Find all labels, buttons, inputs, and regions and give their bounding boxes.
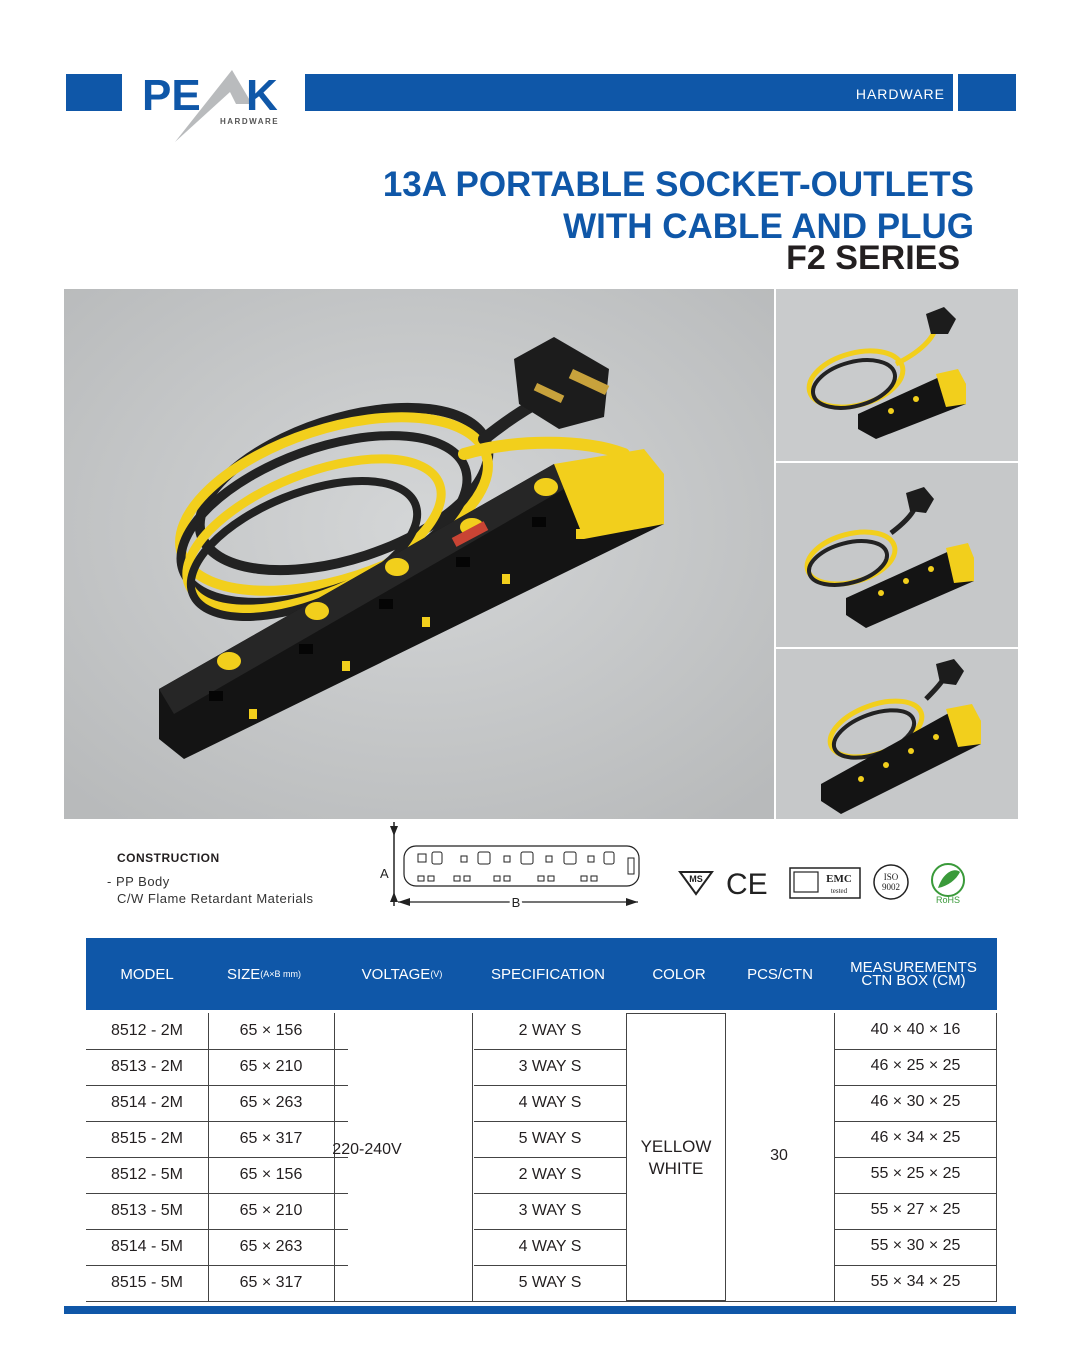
col-spec-header: SPECIFICATION	[491, 965, 605, 983]
table-rule	[834, 1157, 997, 1158]
table-rule	[834, 1013, 835, 1301]
svg-text:tested: tested	[830, 887, 848, 895]
construction-line-1: - PP Body	[107, 874, 170, 889]
iso-mark-icon	[874, 865, 908, 899]
table-rule	[472, 1013, 473, 1301]
title-line-1: 13A PORTABLE SOCKET-OUTLETS	[382, 165, 974, 204]
table-rule	[834, 1121, 997, 1122]
header-bar-left	[66, 74, 122, 111]
size-cell: 65 × 263	[239, 1238, 303, 1255]
meas-cell: 55 × 30 × 25	[870, 1237, 961, 1254]
series-label: F2 SERIES	[786, 239, 960, 277]
size-cell: 65 × 317	[239, 1274, 303, 1291]
table-rule	[474, 1049, 626, 1050]
table-rule	[474, 1193, 626, 1194]
construction-heading: CONSTRUCTION	[117, 851, 220, 865]
certification-logos	[676, 860, 976, 908]
meas-cell: 40 × 40 × 16	[870, 1021, 961, 1038]
size-cell: 65 × 210	[239, 1202, 303, 1219]
svg-text:EMC: EMC	[826, 873, 852, 885]
table-rule	[208, 1013, 209, 1301]
spec-cell: 5 WAY S	[518, 1274, 582, 1291]
brand-sub: HARDWARE	[220, 117, 280, 126]
model-cell: 8512 - 5M	[110, 1166, 184, 1183]
color-value-1: YELLOW	[640, 1137, 712, 1156]
spec-cell: 4 WAY S	[518, 1238, 582, 1255]
size-cell: 65 × 156	[239, 1022, 303, 1039]
model-cell: 8513 - 5M	[110, 1202, 184, 1219]
svg-text:9002: 9002	[882, 882, 900, 892]
voltage-cell	[262, 1013, 472, 1301]
col-meas-header: MEASUREMENTS CTN BOX (CM)	[850, 959, 977, 989]
size-cell: 65 × 317	[239, 1130, 303, 1147]
category-label: HARDWARE	[855, 86, 945, 102]
title-line-2: WITH CABLE AND PLUG	[563, 207, 974, 246]
svg-text:RoHS: RoHS	[935, 895, 961, 905]
ms-mark-icon	[680, 872, 712, 894]
pcs-cell	[726, 1013, 832, 1301]
header-bar-end	[958, 74, 1016, 111]
spec-cell: 3 WAY S	[518, 1202, 582, 1219]
table-rule	[834, 1265, 997, 1266]
product-photo-side-3	[776, 649, 1018, 819]
table-rule	[834, 1193, 997, 1194]
meas-cell: 55 × 34 × 25	[870, 1273, 961, 1290]
product-photo-main	[64, 289, 774, 819]
svg-text:MS: MS	[689, 874, 703, 884]
col-size-header: SIZE (A×B mm)	[226, 965, 302, 983]
dim-b-label: B	[511, 895, 521, 910]
brand-name-part: K	[246, 71, 278, 120]
voltage-value: 220-240V	[332, 1141, 402, 1158]
model-cell: 8515 - 2M	[110, 1130, 184, 1147]
dimension-diagram	[376, 818, 651, 918]
table-rule	[834, 1049, 997, 1050]
spec-cell: 5 WAY S	[518, 1130, 582, 1147]
table-rule	[996, 1013, 997, 1301]
meas-cell: 46 × 25 × 25	[870, 1057, 961, 1074]
size-cell: 65 × 263	[239, 1094, 303, 1111]
size-cell: 65 × 156	[239, 1166, 303, 1183]
table-rule	[474, 1085, 626, 1086]
table-rule	[474, 1229, 626, 1230]
model-cell: 8513 - 2M	[110, 1058, 184, 1075]
product-photo-side-2	[776, 463, 1018, 647]
product-photo-side-1	[776, 289, 1018, 461]
meas-cell: 46 × 34 × 25	[870, 1129, 961, 1146]
model-cell: 8514 - 5M	[110, 1238, 184, 1255]
construction-line-2: C/W Flame Retardant Materials	[117, 891, 314, 906]
meas-cell: 55 × 25 × 25	[870, 1165, 961, 1182]
col-color-header: COLOR	[652, 965, 706, 983]
footer-bar	[64, 1306, 1016, 1314]
ce-mark-icon: CE	[726, 868, 768, 901]
model-cell: 8515 - 5M	[110, 1274, 184, 1291]
col-model-header: MODEL	[120, 965, 174, 983]
table-rule	[834, 1085, 997, 1086]
emc-mark-icon	[790, 868, 860, 898]
spec-cell: 4 WAY S	[518, 1094, 582, 1111]
table-rule	[834, 1229, 997, 1230]
color-cell	[626, 1013, 726, 1301]
col-voltage-header: VOLTAGE (V)	[361, 965, 443, 983]
spec-cell: 2 WAY S	[518, 1022, 582, 1039]
table-rule	[474, 1265, 626, 1266]
table-rule	[474, 1121, 626, 1122]
spec-cell: 3 WAY S	[518, 1058, 582, 1075]
brand-name-part: PE	[142, 71, 201, 120]
table-header	[86, 938, 997, 1010]
table-rule	[86, 1301, 997, 1302]
table-rule	[474, 1157, 626, 1158]
brand-logo	[140, 64, 300, 144]
svg-text:ISO: ISO	[883, 872, 899, 882]
meas-cell: 55 × 27 × 25	[870, 1201, 961, 1218]
meas-cell: 46 × 30 × 25	[870, 1093, 961, 1110]
model-cell: 8512 - 2M	[110, 1022, 184, 1039]
col-pcs-header: PCS/CTN	[747, 965, 813, 983]
dim-a-label: A	[380, 866, 389, 881]
pcs-value: 30	[770, 1147, 788, 1164]
rohs-mark-icon	[932, 864, 964, 905]
model-cell: 8514 - 2M	[110, 1094, 184, 1111]
color-value-2: WHITE	[648, 1159, 704, 1178]
size-cell: 65 × 210	[239, 1058, 303, 1075]
spec-cell: 2 WAY S	[518, 1166, 582, 1183]
